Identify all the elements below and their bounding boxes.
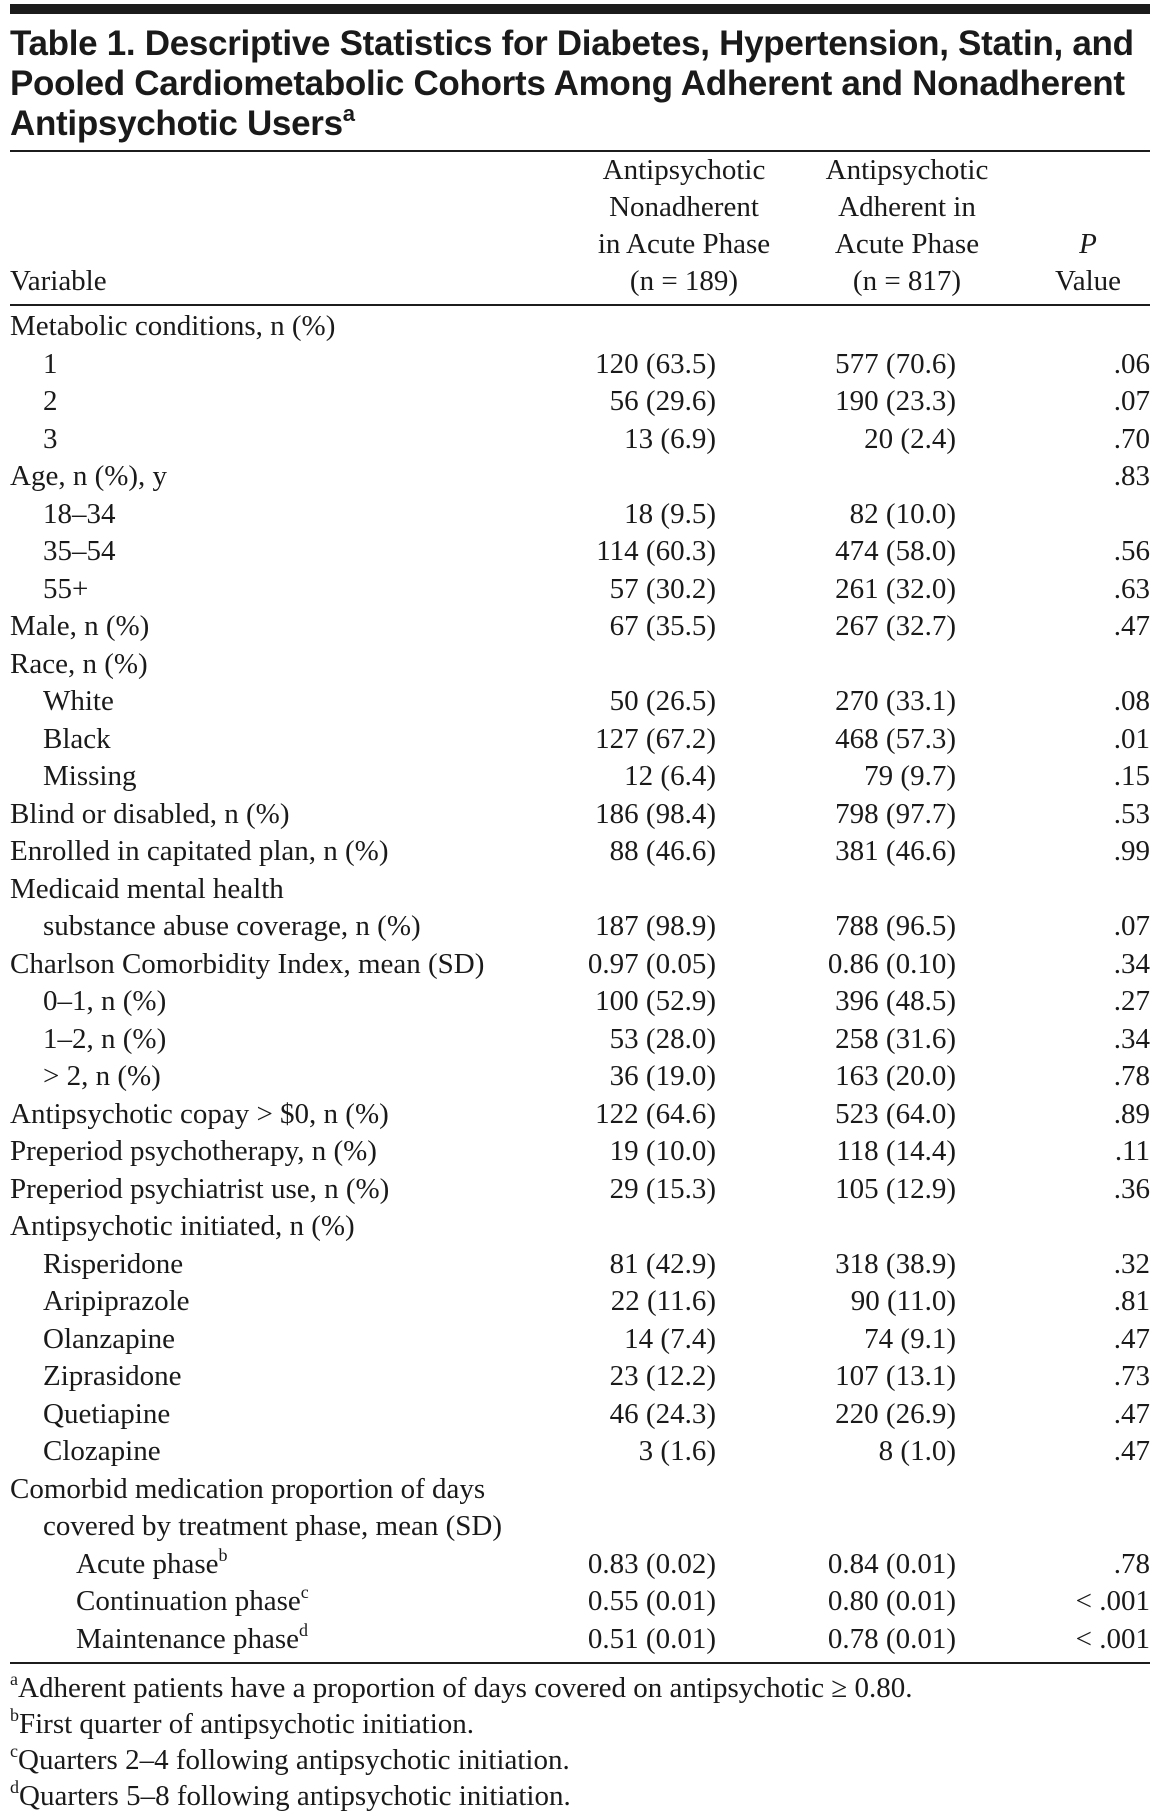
header-nonadherent-line: in Acute Phase [597,228,771,260]
variable-label: Black [43,722,111,755]
cell-adherent: 90 (11.0) [850,1285,956,1317]
variable-label: Charlson Comorbidity Index, mean (SD) [10,947,485,980]
variable-label: > 2, n (%) [43,1060,161,1092]
cell-variable [10,533,580,571]
cell-p-value: .34 [1113,1022,1150,1055]
variable-label: Antipsychotic copay > $0, n (%) [10,1097,389,1130]
variable-label: Olanzapine [43,1322,176,1355]
cell-variable [10,608,580,646]
cell-nonadherent: 127 (67.2) [595,722,716,755]
cell-nonadherent: 46 (24.3) [609,1397,716,1430]
footnote [10,1778,1150,1814]
cell-variable [10,983,580,1021]
table-row [10,1358,1150,1396]
cell-p-value: .83 [1113,460,1150,492]
cell-adherent: 190 (23.3) [835,385,956,417]
footnote-mark: c [300,1582,309,1602]
table-row [10,1133,1150,1171]
cell-p-value: .36 [1113,1172,1150,1205]
cell-adherent [788,1471,1026,1546]
header-p-label [1026,226,1150,263]
cell-variable [10,1058,580,1096]
table-title [10,14,1150,150]
cell-p-value: .78 [1113,1060,1150,1092]
table-row [10,871,1150,946]
variable-label: Risperidone [43,1247,184,1280]
cell-p-value: .11 [1114,1135,1150,1167]
cell-p-value: .32 [1113,1247,1150,1280]
table-page [10,0,1150,1814]
cell-adherent: 474 (58.0) [835,535,956,567]
table-row [10,1583,1150,1621]
footnote-mark: b [10,1705,19,1725]
table-row [10,1433,1150,1471]
variable-label: 3 [43,422,58,455]
footnotes [10,1664,1150,1814]
cell-adherent: 79 (9.7) [864,760,956,792]
cell-p-value: .70 [1113,422,1150,455]
cell-adherent [788,1208,1026,1246]
cell-nonadherent: 0.97 (0.05) [587,947,716,980]
header-nonadherent [580,152,788,305]
cell-p-value: .01 [1113,722,1150,755]
cell-nonadherent [580,1208,788,1246]
table-body [10,305,1150,1662]
cell-nonadherent: 88 (46.6) [609,835,716,867]
footnote-mark: c [10,1741,18,1761]
cell-adherent [788,305,1026,346]
cell-variable [10,1171,580,1209]
variable-label-continuation: substance abuse coverage, n (%) [43,910,421,942]
cell-variable [10,1583,580,1621]
footnote-text: Quarters 5–8 following antipsychotic initiation. [19,1780,571,1812]
variable-label: White [43,685,114,717]
table-row [10,346,1150,384]
cell-nonadherent [580,1471,788,1546]
cell-nonadherent: 56 (29.6) [609,385,716,417]
table-row [10,1208,1150,1246]
variable-label: Clozapine [43,1435,161,1467]
cell-variable [10,571,580,609]
cell-p-value [1026,305,1150,346]
table-row [10,758,1150,796]
table-row [10,1246,1150,1284]
cell-nonadherent: 67 (35.5) [609,610,716,642]
table-row [10,1283,1150,1321]
footnote-mark: b [218,1544,228,1565]
cell-p-value: .73 [1113,1360,1150,1392]
table-row [10,1396,1150,1434]
cell-adherent: 258 (31.6) [835,1022,956,1055]
variable-label: Continuation phase [76,1585,301,1617]
cell-p-value: .06 [1113,347,1150,380]
cell-adherent: 267 (32.7) [835,610,956,642]
cell-variable [10,646,580,684]
table-row [10,458,1150,496]
cell-p-value: .47 [1113,1435,1150,1467]
cell-nonadherent: 81 (42.9) [609,1247,716,1280]
table-row [10,1171,1150,1209]
cell-nonadherent: 100 (52.9) [595,985,716,1017]
table-row [10,1321,1150,1359]
cell-nonadherent: 36 (19.0) [609,1060,716,1092]
cell-p-value [1026,646,1150,684]
cell-adherent: 468 (57.3) [835,722,956,755]
cell-nonadherent: 3 (1.6) [638,1435,716,1467]
variable-label: Race, n (%) [10,647,148,680]
cell-adherent: 220 (26.9) [835,1397,956,1430]
cell-nonadherent [580,458,788,496]
footnote-text: Quarters 2–4 following antipsychotic initiation. [18,1744,570,1776]
cell-nonadherent: 53 (28.0) [609,1022,716,1055]
cell-nonadherent: 122 (64.6) [595,1097,716,1130]
table-row [10,421,1150,459]
variable-label: 18–34 [43,497,116,530]
table-row [10,496,1150,534]
cell-nonadherent: 19 (10.0) [609,1135,716,1167]
cell-variable [10,683,580,721]
cell-p-value: .53 [1113,797,1150,830]
header-adherent-line: Antipsychotic [825,154,989,186]
cell-variable [10,1096,580,1134]
header-p-italic: P [1079,228,1097,260]
table-row [10,721,1150,759]
cell-variable [10,1283,580,1321]
table-row [10,646,1150,684]
cell-nonadherent: 22 (11.6) [610,1285,716,1317]
table-title-text: Table 1. Descriptive Statistics for Diabetes, Hypertension, Statin, and Pooled Cardiometabolic Cohorts Among Adherent and Nonadherent Antipsychotic Users [10,24,1134,143]
cell-adherent: 798 (97.7) [835,797,956,830]
cell-nonadherent: 187 (98.9) [595,910,716,942]
footnote [10,1670,1150,1706]
table-row [10,571,1150,609]
cell-p-value: .47 [1113,610,1150,642]
cell-p-value: .63 [1113,572,1150,605]
cell-variable [10,1358,580,1396]
cell-nonadherent [580,646,788,684]
cell-variable [10,346,580,384]
cell-adherent: 318 (38.9) [835,1247,956,1280]
cell-adherent: 0.80 (0.01) [827,1585,956,1617]
header-adherent-line: Adherent in [838,191,976,223]
cell-variable [10,721,580,759]
footnote-text: Adherent patients have a proportion of days covered on antipsychotic ≥ 0.80. [18,1672,913,1704]
cell-variable [10,1433,580,1471]
cell-adherent: 105 (12.9) [835,1172,956,1205]
top-rule [10,4,1150,14]
cell-nonadherent: 12 (6.4) [624,760,716,792]
cell-nonadherent: 23 (12.2) [609,1360,716,1392]
cell-adherent: 0.86 (0.10) [827,947,956,980]
footnote [10,1742,1150,1778]
table-row [10,1021,1150,1059]
cell-adherent: 261 (32.0) [835,572,956,605]
cell-variable [10,458,580,496]
cell-p-value: .78 [1113,1547,1150,1580]
cell-variable [10,871,580,946]
variable-label: 0–1, n (%) [43,985,167,1017]
variable-label: Blind or disabled, n (%) [10,797,290,830]
cell-variable [10,305,580,346]
header-nonadherent-line: (n = 189) [629,265,739,297]
variable-label: Male, n (%) [10,610,150,642]
cell-p-value: .15 [1113,760,1150,792]
cell-nonadherent: 114 (60.3) [596,535,716,567]
cell-variable [10,496,580,534]
cell-p-value: .99 [1113,835,1150,867]
cell-adherent: 788 (96.5) [835,910,956,942]
cell-adherent: 396 (48.5) [835,985,956,1017]
table-row [10,983,1150,1021]
cell-nonadherent: 13 (6.9) [624,422,716,455]
variable-label: Missing [43,760,137,792]
cell-nonadherent: 0.51 (0.01) [587,1622,716,1655]
cell-p-value: .34 [1113,947,1150,980]
cell-nonadherent: 50 (26.5) [609,685,716,717]
cell-p-value: .56 [1113,535,1150,567]
table-row [10,683,1150,721]
footnote [10,1706,1150,1742]
table-row [10,1546,1150,1584]
table-row [10,1621,1150,1663]
statistics-table [10,152,1150,1662]
variable-label: 1–2, n (%) [43,1022,167,1055]
variable-label: Enrolled in capitated plan, n (%) [10,835,389,867]
table-row [10,796,1150,834]
variable-label: Antipsychotic initiated, n (%) [10,1210,355,1242]
header-p-value [1026,152,1150,305]
variable-label: Quetiapine [43,1397,171,1430]
variable-label: Preperiod psychiatrist use, n (%) [10,1172,390,1205]
cell-nonadherent [580,305,788,346]
cell-p-value: .47 [1113,1322,1150,1355]
cell-variable [10,946,580,984]
cell-adherent: 8 (1.0) [878,1435,956,1467]
cell-nonadherent: 0.55 (0.01) [587,1585,716,1617]
footnote-text: First quarter of antipsychotic initiation. [19,1708,475,1740]
cell-variable [10,421,580,459]
header-adherent-line: Acute Phase [834,228,980,260]
cell-p-value [1026,496,1150,534]
table-row [10,1058,1150,1096]
cell-p-value: .27 [1113,985,1150,1017]
footnote-mark: a [10,1669,18,1689]
table-row [10,533,1150,571]
cell-variable [10,1246,580,1284]
cell-variable [10,1471,580,1546]
header-variable: Variable [10,265,107,297]
cell-adherent: 82 (10.0) [849,497,956,530]
cell-adherent: 74 (9.1) [864,1322,956,1355]
table-row [10,833,1150,871]
variable-label: Acute phase [76,1547,219,1580]
cell-adherent [788,458,1026,496]
cell-nonadherent: 18 (9.5) [624,497,716,530]
table-row [10,383,1150,421]
table-row [10,1096,1150,1134]
cell-nonadherent: 120 (63.5) [595,347,716,380]
variable-label: Comorbid medication proportion of days [10,1472,486,1505]
footnote-mark: d [299,1619,309,1640]
cell-adherent: 163 (20.0) [835,1060,956,1092]
cell-p-value: .08 [1113,685,1150,717]
cell-variable [10,1208,580,1246]
table-row [10,608,1150,646]
table-row [10,1471,1150,1546]
cell-p-value: .07 [1113,910,1150,942]
cell-adherent: 0.78 (0.01) [827,1622,956,1655]
header-nonadherent-line: Antipsychotic [602,154,766,186]
variable-label: 35–54 [43,535,116,567]
cell-p-value: < .001 [1075,1585,1150,1617]
cell-adherent: 20 (2.4) [864,422,956,455]
cell-variable [10,833,580,871]
variable-label: 1 [43,347,58,380]
cell-nonadherent: 57 (30.2) [609,572,716,605]
header-p-value-label: Value [1054,265,1122,297]
cell-adherent: 577 (70.6) [835,347,956,380]
table-header [10,152,1150,305]
cell-variable [10,1546,580,1584]
cell-nonadherent: 186 (98.4) [595,797,716,830]
cell-variable [10,1133,580,1171]
cell-p-value: < .001 [1075,1622,1150,1655]
cell-variable [10,1321,580,1359]
header-adherent-line: (n = 817) [852,265,962,297]
header-adherent [788,152,1026,305]
variable-label: Metabolic conditions, n (%) [10,310,336,342]
cell-adherent: 107 (13.1) [835,1360,956,1392]
table-title-footnote-mark: a [342,101,355,126]
cell-variable [10,1621,580,1663]
cell-adherent: 118 (14.4) [836,1135,956,1167]
cell-p-value: .07 [1113,385,1150,417]
cell-p-value [1026,1471,1150,1546]
header-nonadherent-line: Nonadherent [609,191,759,223]
cell-nonadherent: 0.83 (0.02) [587,1547,716,1580]
cell-variable [10,1021,580,1059]
cell-variable [10,1396,580,1434]
cell-adherent: 0.84 (0.01) [827,1547,956,1580]
variable-label-continuation: covered by treatment phase, mean (SD) [43,1510,502,1542]
variable-label: Maintenance phase [76,1622,300,1655]
cell-p-value: .89 [1113,1097,1150,1130]
table-row [10,946,1150,984]
cell-adherent: 381 (46.6) [835,835,956,867]
table-row [10,305,1150,346]
cell-variable [10,383,580,421]
cell-adherent: 523 (64.0) [835,1097,956,1130]
variable-label: Medicaid mental health [10,872,284,905]
variable-label: Aripiprazole [43,1285,190,1317]
cell-adherent [788,646,1026,684]
variable-label: Ziprasidone [43,1360,182,1392]
variable-label: 55+ [43,572,89,605]
variable-label: Age, n (%), y [10,460,168,492]
variable-label: Preperiod psychotherapy, n (%) [10,1135,377,1167]
cell-variable [10,796,580,834]
cell-adherent: 270 (33.1) [835,685,956,717]
cell-p-value [1026,1208,1150,1246]
footnote-mark: d [10,1777,19,1797]
cell-nonadherent: 29 (15.3) [609,1172,716,1205]
cell-p-value: .81 [1113,1285,1150,1317]
cell-variable [10,758,580,796]
cell-nonadherent: 14 (7.4) [624,1322,716,1355]
cell-p-value: .47 [1113,1397,1150,1430]
variable-label: 2 [43,385,58,417]
